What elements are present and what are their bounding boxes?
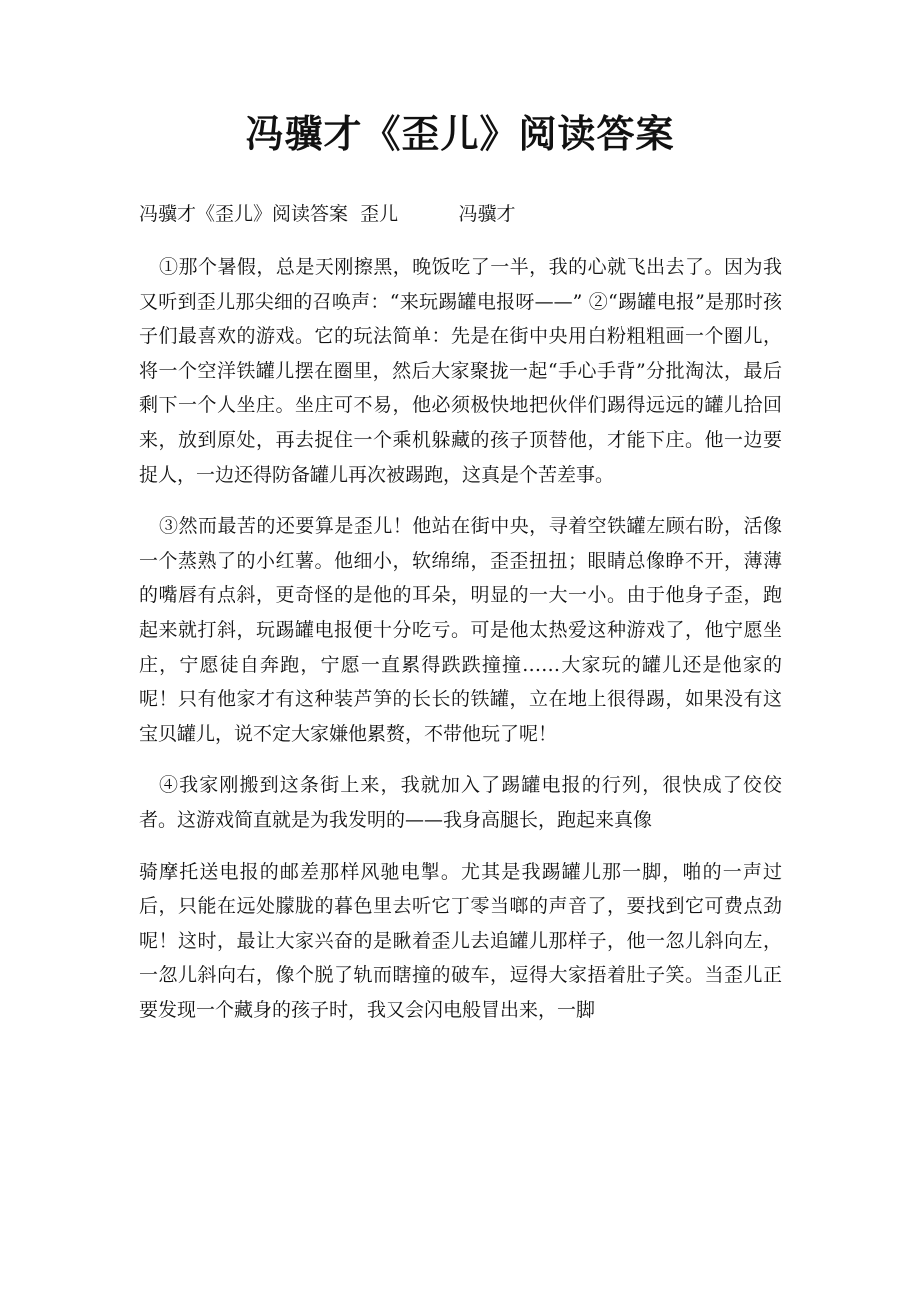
paragraph-2: ③然而最苦的还要算是歪儿！他站在街中央，寻着空铁罐左顾右盼，活像一个蒸熟了的小红薯。他细小，软绵绵，歪歪扭扭；眼睛总像睁不开，薄薄的嘴唇有点斜，更奇怪的是他的耳朵，明显的一大一小。由于他身子歪，跑起来就打斜，玩踢罐电报便十分吃亏。可是他太热爱这种游戏了，他宁愿坐庄，宁愿徒自奔跑，宁愿一直累得跌跌撞撞……大家玩的罐儿还是他家的呢！只有他家才有这种装芦笋的长长的铁罐，立在地上很得踢，如果没有这宝贝罐儿，说不定大家嫌他累赘，不带他玩了呢！ [139, 515, 782, 745]
document-subtitle: 冯骥才《歪儿》阅读答案 歪儿 冯骥才 [139, 203, 516, 225]
document-title: 冯骥才《歪儿》阅读答案 [245, 111, 675, 156]
document-body [139, 250, 782, 1044]
paragraph-4: 骑摩托送电报的邮差那样风驰电掣。尤其是我踢罐儿那一脚，啪的一声过后，只能在远处朦胧的暮色里去听它丁零当啷的声音了，要找到它可费点劲呢！这时，最让大家兴奋的是瞅着歪儿去追罐儿那样子，他一忽儿斜向左，一忽儿斜向右，像个脱了轨而瞎撞的破车，逗得大家捂着肚子笑。当歪儿正要发现一个藏身的孩子时，我又会闪电般冒出来，一脚 [139, 860, 782, 1021]
paragraph-1: ①那个暑假，总是天刚擦黑，晚饭吃了一半，我的心就飞出去了。因为我又听到歪儿那尖细的召唤声：“来玩踢罐电报呀——” ②“踢罐电报”是那时孩子们最喜欢的游戏。它的玩法简单：先是在街中央用白粉粗粗画一个圈儿，将一个空洋铁罐儿摆在圈里，然后大家聚拢一起“手心手背”分批淘汰，最后剩下一个人坐庄。坐庄可不易，他必须极快地把伙伴们踢得远远的罐儿拾回来，放到原处，再去捉住一个乘机躲藏的孩子顶替他，才能下庄。他一边要捉人，一边还得防备罐儿再次被踢跑，这真是个苦差事。 [139, 256, 782, 486]
paragraph-3: ④我家刚搬到这条街上来，我就加入了踢罐电报的行列，很快成了佼佼者。这游戏简直就是为我发明的——我身高腿长，跑起来真像 [139, 774, 782, 831]
